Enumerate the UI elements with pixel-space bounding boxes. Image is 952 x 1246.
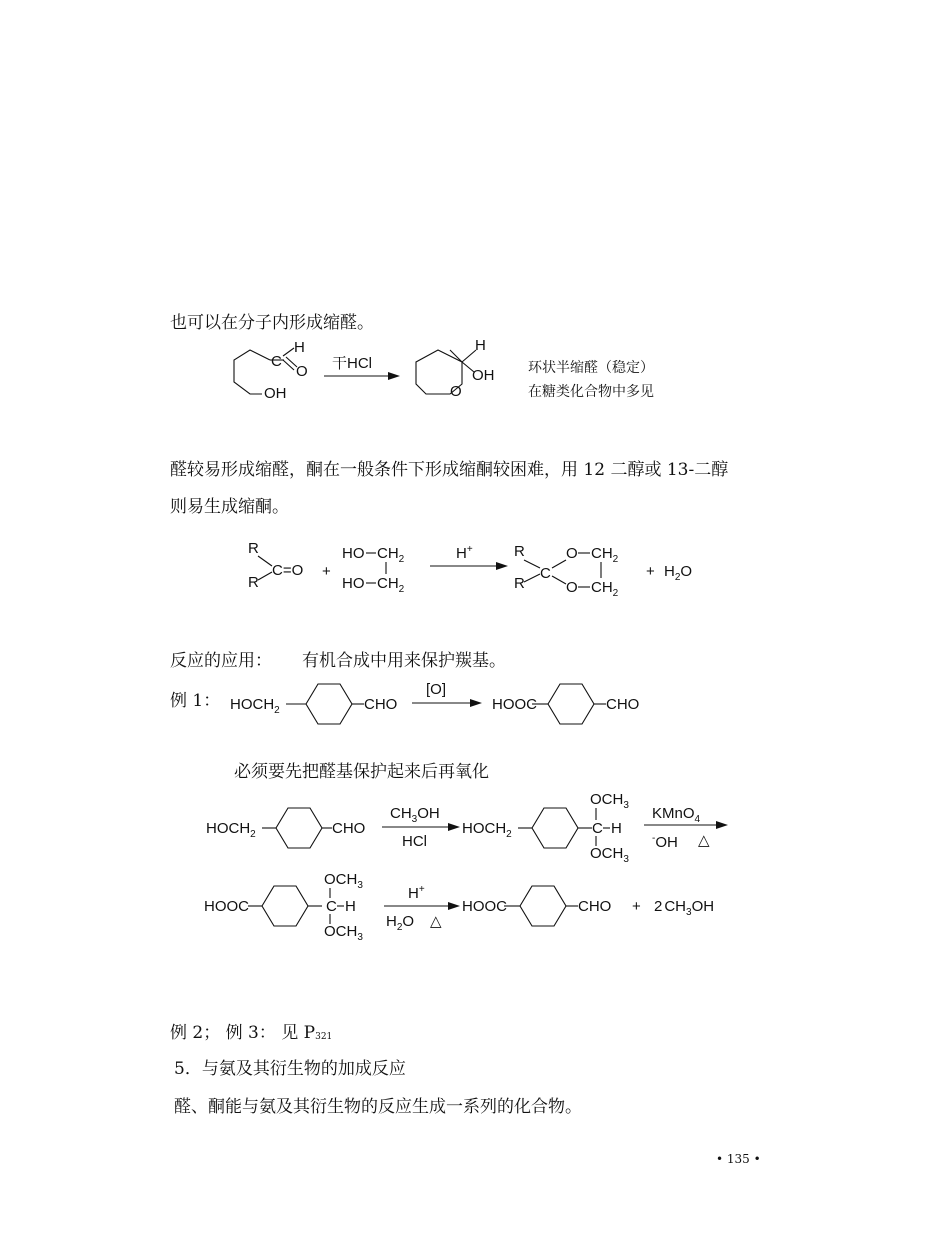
ring-oh-label: OH xyxy=(472,367,495,384)
hooc-group: HOOC xyxy=(204,898,249,915)
aldehyde-h-label: H xyxy=(294,339,305,356)
water-product: $H_2O$ xyxy=(664,563,693,583)
ketal-carbon: C xyxy=(540,565,551,582)
cho-product: CHO xyxy=(578,898,612,915)
methanol-reagent: $CH_3OH$ xyxy=(390,805,440,825)
diol-ho-top: HO xyxy=(342,545,365,562)
acetal-h: H xyxy=(611,820,622,837)
note-cyclic-hemiacetal: 环状半缩醛（稳定） xyxy=(528,360,654,376)
plus-sign-2: + xyxy=(646,563,655,580)
r-group-top: R xyxy=(248,540,259,557)
carbon-label: C xyxy=(271,353,282,370)
hoch2-group-2: $HOCH_2$ xyxy=(462,820,512,840)
heat-symbol: △ xyxy=(430,913,442,930)
note-common-in-sugars: 在糖类化合物中多见 xyxy=(528,384,654,400)
acid-catalyst: H+ xyxy=(408,884,425,902)
reaction-ketal xyxy=(244,538,714,598)
acetal-carbon: C xyxy=(592,820,603,837)
hooc-group: HOOC xyxy=(492,696,537,713)
och3-bottom: $OCH_3$ xyxy=(324,923,363,943)
diol-ch2-top: $CH_2$ xyxy=(377,545,405,565)
acetal-h: H xyxy=(345,898,356,915)
page-number: • 135 • xyxy=(716,1152,761,1166)
product-r-bottom: R xyxy=(514,575,525,592)
plus-sign: + xyxy=(322,563,331,580)
acid-catalyst: H+ xyxy=(456,544,473,562)
hoch2-group: $HOCH_2$ xyxy=(230,696,280,716)
diol-ch2-bottom: $CH_2$ xyxy=(377,575,405,595)
application-text: 有机合成中用来保护羰基。 xyxy=(302,651,506,671)
application-label: 反应的应用： xyxy=(170,651,272,671)
cyclohexane-ring-2 xyxy=(520,886,566,926)
och3-bottom: $OCH_3$ xyxy=(590,845,629,865)
acetal-carbon: C xyxy=(326,898,337,915)
cyclohexane-ring-2 xyxy=(532,808,578,848)
carbonyl-label: C=O xyxy=(272,562,304,579)
section-heading-ammonia-addition: 5．与氨及其衍生物的加成反应 xyxy=(174,1059,406,1079)
cho-group-2: CHO xyxy=(606,696,640,713)
cho-group: CHO xyxy=(332,820,366,837)
ketal-o-top: O xyxy=(566,545,578,562)
ring-h-label: H xyxy=(475,337,486,354)
reaction-deprotection xyxy=(204,870,734,942)
ketal-o-bottom: O xyxy=(566,579,578,596)
cyclohexane-ring-1 xyxy=(306,684,352,724)
ketal-ch2-top: $CH_2$ xyxy=(591,545,619,565)
cho-group-1: CHO xyxy=(364,696,398,713)
reaction-protection xyxy=(206,790,736,865)
cyclohexane-ring-1 xyxy=(276,808,322,848)
r-group-bottom: R xyxy=(248,574,259,591)
reaction-example1 xyxy=(230,676,680,726)
hooc-product: HOOC xyxy=(462,898,507,915)
protect-first-sentence: 必须要先把醛基保护起来后再氧化 xyxy=(234,762,489,782)
cyclohexane-ring-1 xyxy=(262,886,308,926)
ring-o-label: O xyxy=(450,383,462,400)
reagent-dry-hcl: 干HCl xyxy=(332,355,372,372)
oxidant-label: [O] xyxy=(426,681,447,698)
och3-top: $OCH_3$ xyxy=(324,871,363,891)
permanganate-reagent: KMnO$_4$ xyxy=(652,805,701,825)
example-references: 例 2； 例 3： 见 P321 xyxy=(170,1023,333,1043)
hoch2-group: $HOCH_2$ xyxy=(206,820,256,840)
example1-label: 例 1： xyxy=(170,691,221,711)
hcl-catalyst: HCl xyxy=(402,833,427,850)
ketal-explanation-line1: 醛较易形成缩醛，酮在一般条件下形成缩酮较困难，用 12 二醇或 13-二醇 xyxy=(170,460,729,480)
water-condition: $H_2O$ xyxy=(386,913,415,933)
och3-top: $OCH_3$ xyxy=(590,791,629,811)
ammonia-derivatives-sentence: 醛、酮能与氨及其衍生物的反应生成一系列的化合物。 xyxy=(174,1097,582,1117)
product-r-top: R xyxy=(514,543,525,560)
hydroxyl-label: OH xyxy=(264,385,287,402)
cyclohexane-ring-2 xyxy=(548,684,594,724)
hydroxide-condition: -OH xyxy=(652,833,678,851)
carbonyl-o-label: O xyxy=(296,363,308,380)
heat-symbol: △ xyxy=(698,832,710,849)
intro-sentence: 也可以在分子内形成缩醛。 xyxy=(170,313,374,333)
diol-ho-bottom: HO xyxy=(342,575,365,592)
plus-sign: + xyxy=(632,898,641,915)
methanol-product: 2 $CH_3OH$ xyxy=(654,898,715,918)
ketal-explanation-line2: 则易生成缩酮。 xyxy=(170,497,289,517)
ketal-ch2-bottom: $CH_2$ xyxy=(591,579,619,599)
